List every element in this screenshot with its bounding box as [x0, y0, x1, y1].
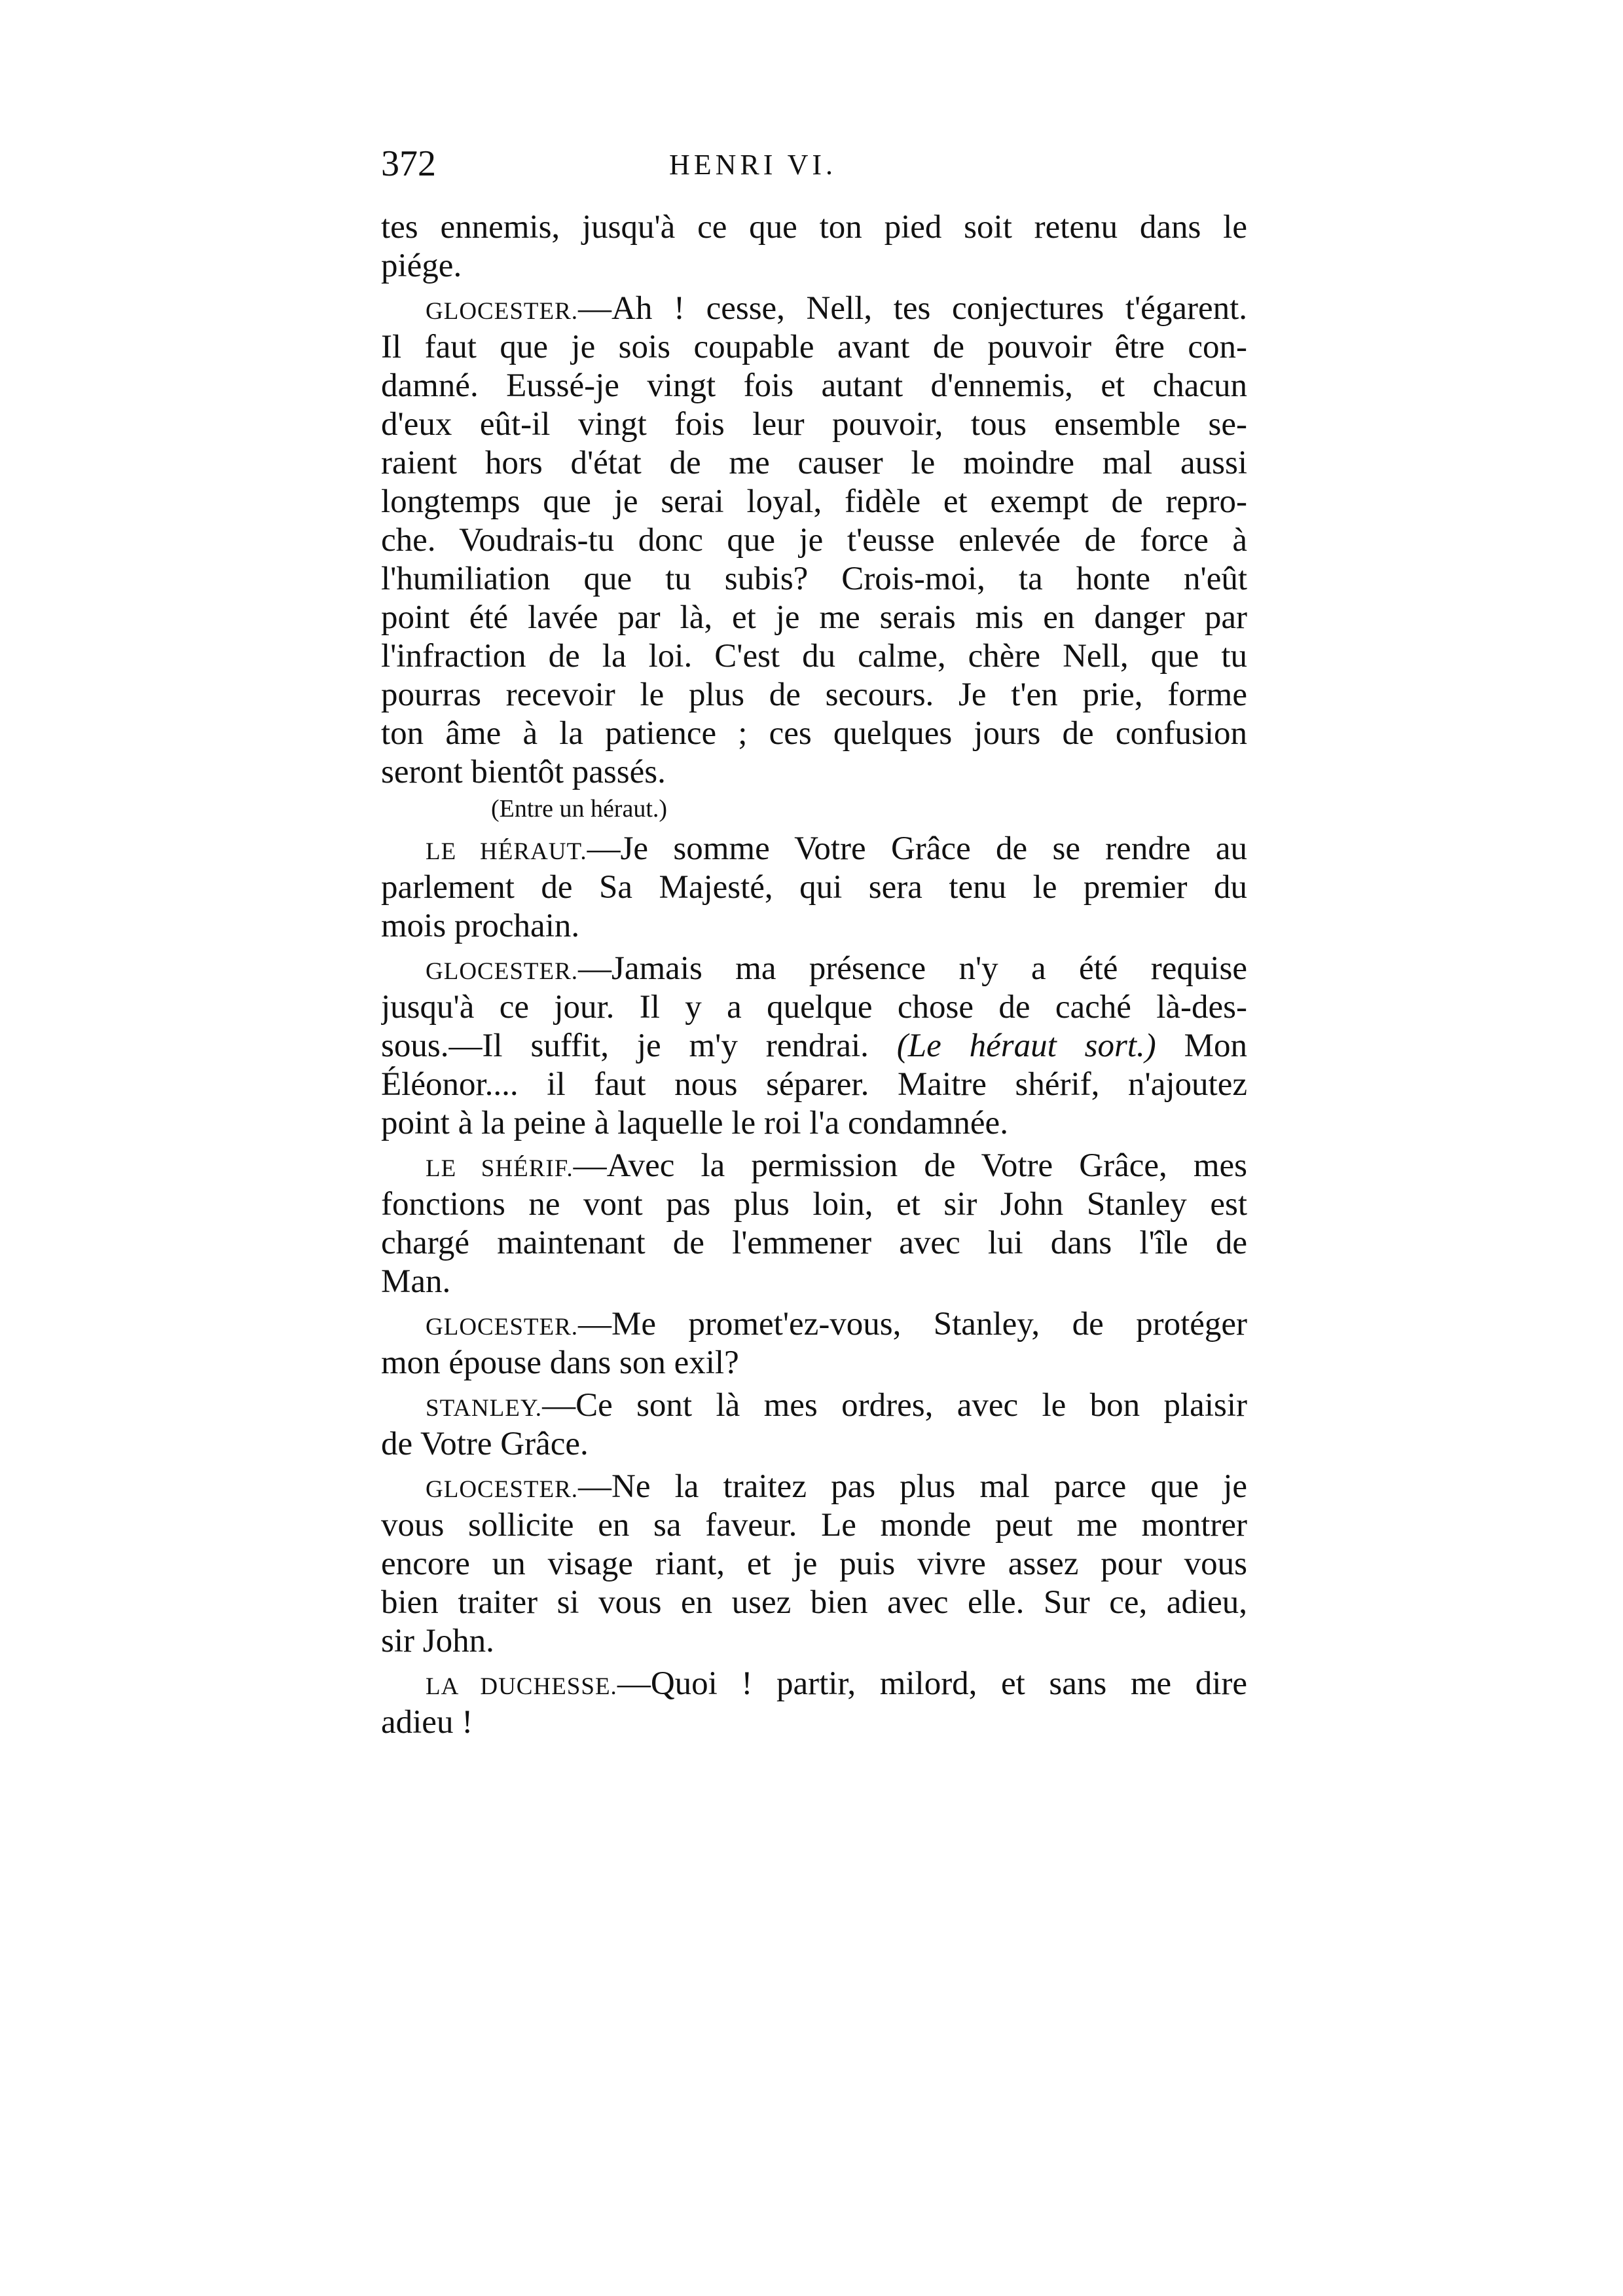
- line-text: longtemps que je serai loyal, fidèle et exempt de repro-: [381, 483, 1247, 520]
- speaker-name: STANLEY.: [426, 1395, 543, 1422]
- speaker-name: GLOCESTER.: [426, 298, 579, 325]
- text-line: [381, 1425, 1247, 1464]
- text-line: [381, 1583, 1247, 1622]
- line-text: fonctions ne vont pas plus loin, et sir John Stanley est: [381, 1186, 1247, 1223]
- speaker-name: LE SHÉRIF.: [426, 1155, 574, 1182]
- speech-first-line: [381, 1147, 1247, 1185]
- line-text: chargé maintenant de l'emmener avec lui dans l'île de: [381, 1225, 1247, 1261]
- line-text: tes ennemis, jusqu'à ce que ton pied soit retenu dans le: [381, 209, 1247, 246]
- text-line: [381, 868, 1247, 907]
- line-text: jusqu'à ce jour. Il y a quelque chose de caché là-des-: [381, 989, 1247, 1026]
- line-text: mon épouse dans son exil?: [381, 1344, 739, 1381]
- text-line: [381, 521, 1247, 560]
- line-text: encore un visage riant, et je puis vivre assez pour vous: [381, 1546, 1247, 1582]
- speech-first-line: [381, 1665, 1247, 1703]
- line-text: Éléonor.... il faut nous séparer. Maitre shérif, n'ajoutez: [381, 1066, 1247, 1103]
- speaker-name: LE HÉRAUT.: [426, 838, 587, 865]
- line-text: seront bientôt passés.: [381, 754, 666, 790]
- line-text: vous sollicite en sa faveur. Le monde peut me montrer: [381, 1507, 1247, 1544]
- line-text: —Avec la permission de Votre Grâce, mes: [573, 1147, 1247, 1184]
- text-line: [381, 367, 1247, 405]
- text-line: [381, 1506, 1247, 1545]
- text-line: [381, 247, 1247, 286]
- text-line: [381, 1065, 1247, 1104]
- line-text: raient hors d'état de me causer le moindre mal aussi: [381, 445, 1247, 481]
- line-text: adieu !: [381, 1704, 473, 1741]
- text-line: [381, 1185, 1247, 1224]
- speaker-name: GLOCESTER.: [426, 1476, 579, 1503]
- line-text: point été lavée par là, et je me serais mis en danger par: [381, 599, 1247, 636]
- line-text: d'eux eût-il vingt fois leur pouvoir, tous ensemble se-: [381, 406, 1247, 443]
- line-text: (Entre un héraut.): [491, 795, 668, 823]
- line-text: parlement de Sa Majesté, qui sera tenu le premier du: [381, 869, 1247, 906]
- line-text: —Ne la traitez pas plus mal parce que je: [578, 1468, 1247, 1505]
- text-line: [381, 560, 1247, 599]
- speech-first-line: [381, 289, 1247, 328]
- speech-first-line: [381, 950, 1247, 988]
- speaker-name: GLOCESTER.: [426, 958, 579, 985]
- line-text: ton âme à la patience ; ces quelques jours de confusion: [381, 715, 1247, 752]
- text-line: [381, 1622, 1247, 1661]
- text-line: [381, 1545, 1247, 1583]
- line-text: Mon: [1184, 1028, 1247, 1064]
- running-title: HENRI VI.: [669, 149, 837, 181]
- text-line: [381, 444, 1247, 483]
- line-text: —Ce sont là mes ordres, avec le bon plaisir: [542, 1387, 1247, 1424]
- line-text: damné. Eussé-je vingt fois autant d'ennemis, et chacun: [381, 367, 1247, 404]
- line-text: Il faut que je sois coupable avant de pouvoir être con-: [381, 329, 1247, 365]
- line-text: che. Voudrais-tu donc que je t'eusse enlevée de force à: [381, 522, 1247, 559]
- text-line: [381, 988, 1247, 1027]
- body-text: [381, 208, 1247, 1742]
- text-line: [381, 328, 1247, 367]
- text-line: [381, 1703, 1247, 1742]
- line-text: bien traiter si vous en usez bien avec elle. Sur ce, adieu,: [381, 1584, 1247, 1621]
- text-line: [381, 1104, 1247, 1143]
- line-text: sous.—Il suffit, je m'y rendrai.: [381, 1028, 869, 1064]
- line-text: point à la peine à laquelle le roi l'a condamnée.: [381, 1105, 1008, 1141]
- line-text: sir John.: [381, 1623, 494, 1659]
- text-line: [381, 599, 1247, 637]
- text-line: [381, 1263, 1247, 1301]
- text-line: [381, 907, 1247, 946]
- line-text: l'infraction de la loi. C'est du calme, chère Nell, que tu: [381, 638, 1247, 675]
- text-line: [381, 405, 1247, 444]
- line-text: l'humiliation que tu subis? Crois-moi, ta honte n'eût: [381, 561, 1247, 597]
- line-text: —Jamais ma présence n'y a été requise: [578, 950, 1247, 987]
- page-header: [381, 143, 1247, 189]
- speech-first-line: [381, 1386, 1247, 1425]
- italic-stage-direction: (Le héraut sort.): [896, 1028, 1156, 1064]
- text-line: [381, 1027, 1247, 1065]
- line-text: —Me promet'ez-vous, Stanley, de protéger: [578, 1306, 1247, 1342]
- speaker-name: LA DUCHESSE.: [426, 1673, 617, 1700]
- speech-first-line: [381, 1468, 1247, 1506]
- line-text: Man.: [381, 1263, 451, 1300]
- text-line: [381, 1224, 1247, 1263]
- speaker-name: GLOCESTER.: [426, 1314, 579, 1341]
- text-line: [381, 753, 1247, 792]
- line-text: —Ah ! cesse, Nell, tes conjectures t'égarent.: [578, 290, 1247, 327]
- speech-first-line: [381, 1305, 1247, 1344]
- text-line: [381, 483, 1247, 521]
- text-line: [381, 1344, 1247, 1382]
- line-text: mois prochain.: [381, 908, 580, 944]
- line-text: pourras recevoir le plus de secours. Je t'en prie, forme: [381, 676, 1247, 713]
- line-text: —Je somme Votre Grâce de se rendre au: [587, 830, 1247, 867]
- text-line: [381, 676, 1247, 714]
- line-text: piége.: [381, 248, 462, 284]
- text-line: [381, 637, 1247, 676]
- text-line: [381, 208, 1247, 247]
- speech-first-line: [381, 830, 1247, 868]
- text-line: [381, 714, 1247, 753]
- page-number: 372: [381, 143, 436, 184]
- line-text: —Quoi ! partir, milord, et sans me dire: [617, 1665, 1247, 1702]
- line-text: de Votre Grâce.: [381, 1426, 589, 1462]
- stage-direction: [381, 792, 1247, 826]
